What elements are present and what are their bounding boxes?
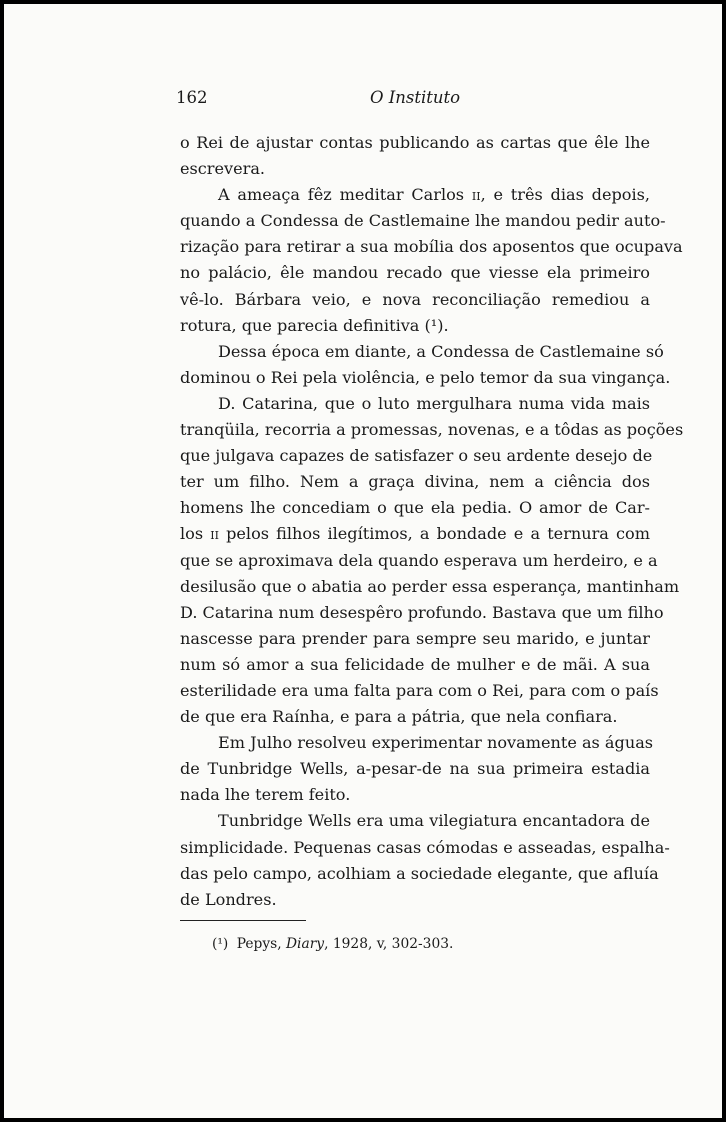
text-line: que se aproximava dela quando esperava um herdeiro, e a bbox=[180, 550, 658, 570]
text-line: tranqüila, recorria a promessas, novenas, e a tôdas as poções bbox=[180, 420, 684, 440]
text-line: de Tunbridge Wells, a-pesar-de na sua primeira estadia bbox=[180, 759, 650, 779]
text-line: de que era Raínha, e para a pátria, que nela confiara. bbox=[180, 707, 618, 727]
text-line: nascesse para prender para sempre seu marido, e juntar bbox=[180, 628, 650, 648]
text-line: homens lhe concediam o que ela pedia. O amor de Car- bbox=[180, 498, 650, 518]
text-line: rização para retirar a sua mobília dos aposentos que ocupava bbox=[180, 237, 683, 257]
text-line: los ii pelos filhos ilegítimos, a bondade e a ternura com bbox=[180, 524, 651, 544]
text-line: simplicidade. Pequenas casas cómodas e asseadas, espalha- bbox=[180, 837, 670, 857]
text-line: no palácio, êle mandou recado que viesse ela primeiro bbox=[180, 263, 650, 283]
regnal-numeral: ii bbox=[471, 185, 481, 205]
text-line: dominou o Rei pela violência, e pelo temor da sua vingança. bbox=[180, 367, 671, 387]
text-line: que julgava capazes de satisfazer o seu ardente desejo de bbox=[180, 446, 653, 466]
text-line: A ameaça fêz meditar Carlos ii, e três dias depois, bbox=[218, 185, 650, 205]
text-line: num só amor a sua felicidade de mulher e de mãi. A sua bbox=[180, 654, 650, 674]
text-line: Dessa época em diante, a Condessa de Castlemaine só bbox=[218, 341, 664, 361]
text-line: esterilidade era uma falta para com o Rei, para com o país bbox=[180, 680, 659, 700]
footnote-divider bbox=[180, 920, 306, 921]
text-line: nada lhe terem feito. bbox=[180, 785, 351, 805]
text-line: quando a Condessa de Castlemaine lhe mandou pedir auto- bbox=[180, 211, 666, 231]
page-number: 162 bbox=[176, 88, 208, 107]
text-line: desilusão que o abatia ao perder essa esperança, mantinham bbox=[180, 576, 680, 596]
text-line: Tunbridge Wells era uma vilegiatura encantadora de bbox=[218, 811, 650, 831]
running-title: O Instituto bbox=[370, 88, 461, 107]
text-line: vê-lo. Bárbara veio, e nova reconciliação remediou a bbox=[180, 289, 650, 309]
text-line: rotura, que parecia definitiva (¹). bbox=[180, 315, 449, 335]
text-line: de Londres. bbox=[180, 889, 277, 909]
body-text bbox=[180, 130, 684, 913]
text-line: D. Catarina, que o luto mergulhara numa vida mais bbox=[218, 393, 650, 413]
footnote-title: Diary bbox=[286, 936, 325, 952]
text-line: o Rei de ajustar contas publicando as cartas que êle lhe bbox=[180, 133, 650, 152]
footnote-detail: , 1928, v, 302-303. bbox=[324, 936, 454, 952]
text-line: ter um filho. Nem a graça divina, nem a ciência dos bbox=[180, 472, 650, 492]
text-line: das pelo campo, acolhiam a sociedade elegante, que afluía bbox=[180, 863, 659, 883]
text-line: D. Catarina num desespêro profundo. Bastava que um filho bbox=[180, 602, 664, 622]
page-header bbox=[176, 88, 650, 112]
text-line: escrevera. bbox=[180, 159, 266, 179]
footnote bbox=[212, 936, 453, 952]
footnote-marker: (¹) bbox=[212, 936, 229, 952]
text-line: Em Julho resolveu experimentar novamente as águas bbox=[218, 733, 654, 753]
regnal-numeral: ii bbox=[210, 524, 219, 544]
footnote-author: Pepys, bbox=[236, 936, 286, 952]
